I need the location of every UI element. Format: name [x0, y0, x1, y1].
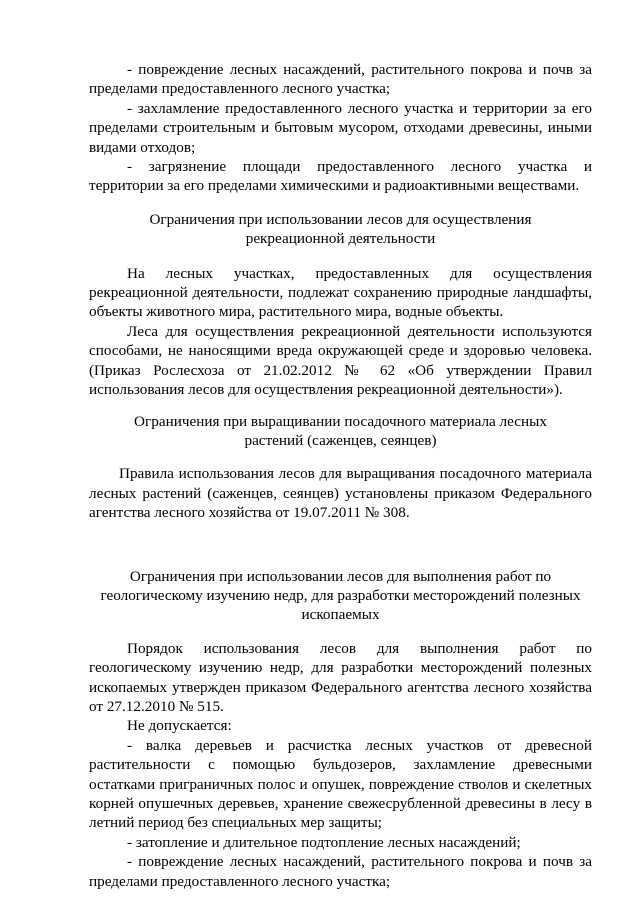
section-heading: геологическому изучению недр, для разработки месторождений полезных	[100, 586, 581, 604]
list-item: - захламление предоставленного лесного участка и территории за его пределами строительным и бытовым мусором, отходами древесины, иными видами отходов;	[89, 99, 592, 156]
section-heading: рекреационной деятельности	[245, 230, 436, 248]
list-item: - затопление и длительное подтопление лесных насаждений;	[127, 833, 521, 851]
section-heading: Ограничения при выращивании посадочного материала лесных	[134, 412, 547, 430]
paragraph: На лесных участках, предоставленных для осуществления рекреационной деятельности, подлежат сохранению природные ландшафты, объекты животного мира, растительного мира, водные объекты.	[89, 264, 592, 321]
list-item: - повреждение лесных насаждений, растительного покрова и почв за пределами предоставленного лесного участка;	[89, 61, 592, 98]
section-heading: растений (саженцев, сеянцев)	[244, 431, 437, 449]
list-item: - валка деревьев и расчистка лесных участков от древесной растительности с помощью бульдозеров, захламление древесными остатками приграничных полос и опушек, повреждение стволов и скелетных корней опушечных деревьев, хранение свежесрубленной древесины в лесу в летний период без специальных мер защиты;	[89, 736, 592, 832]
list-item: - загрязнение площади предоставленного лесного участка и территории за его пределами химическими и радиоактивными веществами.	[89, 158, 592, 195]
section-heading: ископаемых	[301, 606, 380, 624]
not-allowed-label: Не допускается:	[127, 717, 232, 735]
paragraph: Порядок использования лесов для выполнения работ по геологическому изучению недр, для разработки месторождений полезных ископаемых утвержден приказом Федерального агентства лесного хозяйства от 27.12.2010 № 515.	[89, 639, 592, 715]
paragraph: Правила использования лесов для выращивания посадочного материала лесных растений (саженцев, сеянцев) установлены приказом Федерального агентства лесного хозяйства от 19.07.2011 № 308.	[89, 465, 592, 522]
list-item: - повреждение лесных насаждений, растительного покрова и почв за пределами предоставленного лесного участка;	[89, 853, 592, 890]
document-page	[89, 60, 592, 891]
section-heading: Ограничения при использовании лесов для выполнения работ по	[129, 567, 552, 585]
paragraph: Леса для осуществления рекреационной деятельности используются способами, не наносящими вреда окружающей среде и здоровью человека. (Приказ Рослесхоза от 21.02.2012 № 62 «Об утверждении Правил использования лесов для осуществления рекреационной деятельности»).	[89, 322, 592, 399]
section-heading: Ограничения при использовании лесов для осуществления	[149, 210, 532, 228]
